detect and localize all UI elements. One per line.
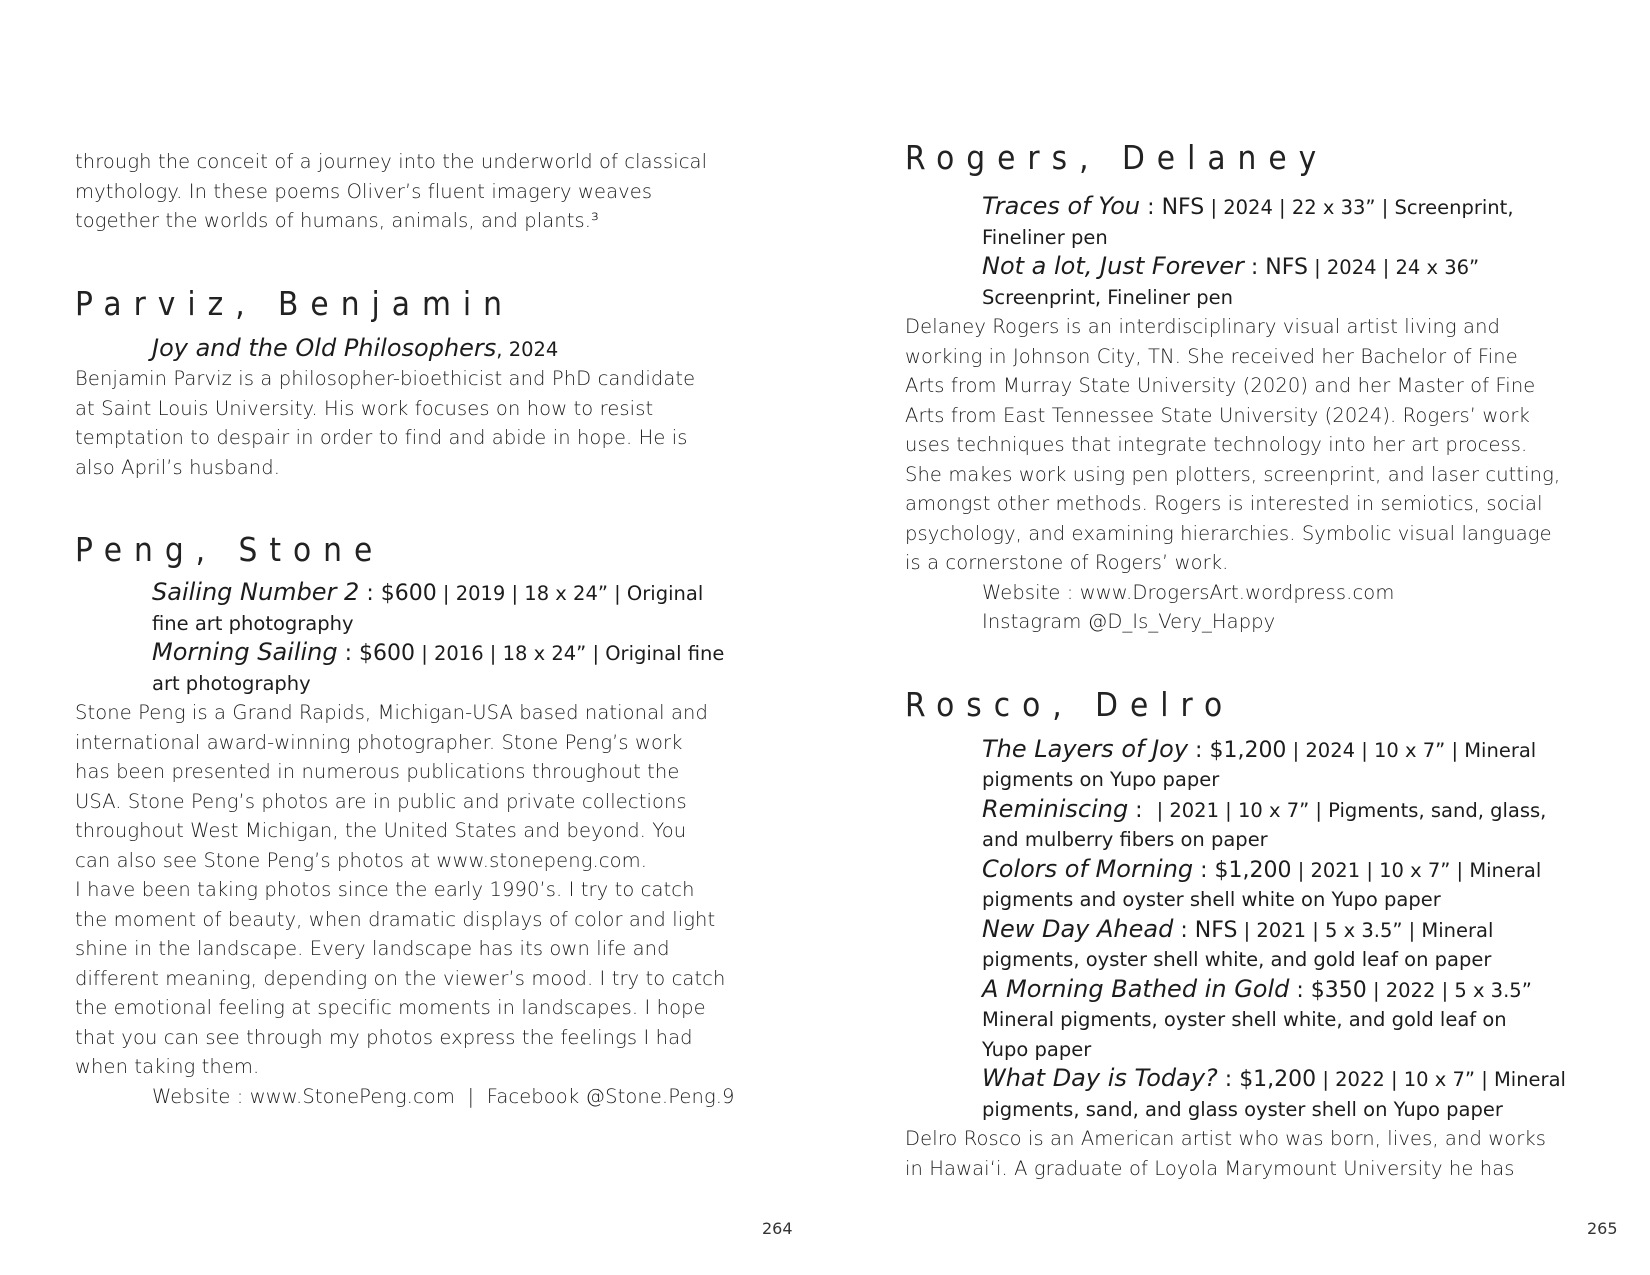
text-line: through the conceit of a journey into the underworld of classical [75,150,708,173]
work-price: $600 [359,641,416,666]
work-price: NFS [1194,917,1238,943]
work-medium: Fineliner pen [982,225,1108,249]
text-line: throughout West Michigan, the United States and beyond. You [75,819,687,842]
work-list [152,334,765,365]
text-line: amongst other methods. Rogers is interested in semiotics, social [905,492,1543,515]
work-price: $600 [380,581,437,606]
work-meta: | 2022 | 10 x 7” | Mineral [1316,1068,1566,1091]
work-meta: | 2021 | 10 x 7” | Pigments, sand, glass, [1156,798,1547,822]
work-title: Reminiscing [982,794,1129,823]
text-line: the emotional feeling at specific moments in landscapes. I hope [75,996,706,1019]
work-item [982,855,1605,915]
text-line: I have been taking photos since the early 1990’s. I try to catch [75,878,695,901]
artist-bio [75,698,765,1111]
work-list [982,192,1605,312]
artist-entry-rosco [905,685,1605,1184]
work-title: The Layers of Joy [982,734,1189,763]
work-item [982,975,1605,1065]
artist-links: Website : www.StonePeng.com | Facebook @Stone.Peng.9 [152,1084,735,1108]
work-medium: pigments, oyster shell white, and gold leaf on paper [982,948,1492,971]
work-separator: : [1173,917,1195,943]
work-meta: | 2024 | 10 x 7” | Mineral [1286,738,1537,762]
work-medium: art photography [152,671,311,695]
intro-paragraph [75,147,765,236]
work-meta: | 2021 | 5 x 3.5” | Mineral [1237,918,1494,942]
text-line: different meaning, depending on the viewer’s mood. I try to catch [75,966,726,990]
text-line: working in Johnson City, TN. She received her Bachelor of Fine [905,344,1518,368]
text-line: has been presented in numerous publications throughout the [75,760,680,783]
text-line: is a cornerstone of Rogers’ work. [905,551,1229,574]
work-item [982,252,1605,312]
artist-heading: Parviz, Benjamin [75,283,514,323]
work-title: What Day is Today? [982,1064,1218,1092]
artist-instagram: Instagram @D_Is_Very_Happy [982,610,1276,633]
work-separator: : [1243,255,1266,280]
work-medium: pigments, sand, and glass oyster shell on Yupo paper [982,1097,1503,1121]
text-line: Arts from Murray State University (2020) and her Master of Fine [905,374,1536,397]
artist-heading: Peng, Stone [75,530,385,569]
work-price: $1,200 [1209,737,1287,763]
text-line: Arts from East Tennessee State University (2024). Rogers’ work [905,403,1530,427]
work-medium: pigments on Yupo paper [982,768,1220,791]
work-meta: | 2016 | 18 x 24” | Original fine [415,642,725,665]
text-line: temptation to despair in order to find and abide in hope. He is [75,426,688,449]
work-title: Not a lot, Just Forever [982,252,1244,280]
work-medium: Mineral pigments, oyster shell white, and gold leaf on [982,1008,1507,1031]
text-line: that you can see through my photos express the feelings I had [75,1025,693,1049]
work-price: $1,200 [1239,1067,1317,1092]
work-title: Joy and the Old Philosophers [152,333,497,362]
artist-heading: Rogers, Delaney [905,138,1329,177]
text-line: together the worlds of humans, animals, and plants.³ [75,209,599,232]
text-line: Benjamin Parviz is a philosopher-bioethicist and PhD candidate [75,367,696,390]
text-line: when taking them. [75,1055,260,1078]
artist-bio [75,364,765,482]
text-line: in Hawai‘i. A graduate of Loyola Marymount University he has [905,1156,1515,1180]
work-separator: : [359,581,381,606]
text-line: the moment of beauty, when dramatic displays of color and light [75,907,716,931]
work-list [152,578,765,698]
left-column [75,147,765,1111]
work-item [152,334,765,365]
page-number: 265 [1587,1219,1618,1238]
work-item [982,1064,1605,1124]
work-medium: Yupo paper [982,1037,1092,1061]
work-list [982,735,1605,1125]
text-line: Delaney Rogers is an interdisciplinary visual artist living and [905,315,1501,338]
text-line: USA. Stone Peng’s photos are in public and private collections [75,789,687,813]
work-item [152,578,765,638]
work-medium: fine art photography [152,611,354,635]
work-meta: | 2024 | 24 x 36” [1307,256,1480,279]
work-title: Colors of Morning [982,854,1194,883]
work-meta: | 2024 | 22 x 33” | Screenprint, [1204,196,1514,219]
work-medium: and mulberry fibers on paper [982,828,1268,851]
work-item [982,735,1605,795]
text-line: can also see Stone Peng’s photos at www.stonepeng.com. [75,848,648,872]
text-line: shine in the landscape. Every landscape has its own life and [75,937,670,960]
work-meta: | 2021 | 10 x 7” | Mineral [1291,858,1542,882]
work-price: NFS [1161,195,1205,220]
work-item [982,192,1605,252]
text-line: psychology, and examining hierarchies. Symbolic visual language [905,521,1552,545]
text-line: international award-winning photographer. Stone Peng’s work [75,730,683,754]
work-separator: : [1128,797,1157,823]
work-title: A Morning Bathed in Gold [982,974,1290,1003]
work-item [982,915,1605,975]
work-title: Traces of You [982,192,1141,220]
right-column [905,138,1605,1183]
artist-bio [905,1124,1605,1183]
work-price: $1,200 [1214,857,1292,883]
text-line: uses techniques that integrate technology into her art process. [905,433,1528,456]
work-separator: : [1289,977,1311,1003]
text-line: Stone Peng is a Grand Rapids, Michigan-USA based national and [75,701,708,724]
work-item [982,795,1605,855]
artist-heading: Rosco, Delro [905,684,1235,724]
text-line: Delro Rosco is an American artist who was born, lives, and works [905,1127,1547,1150]
work-separator: : [1217,1067,1240,1092]
work-separator: : [1193,857,1215,883]
work-meta: | 2019 | 18 x 24” | Original [436,582,704,605]
work-medium: pigments and oyster shell white on Yupo paper [982,888,1441,911]
text-line: She makes work using pen plotters, screenprint, and laser cutting, [905,462,1561,486]
artist-bio [905,312,1605,637]
work-title: Sailing Number 2 [152,578,360,606]
page-number: 264 [762,1219,793,1238]
work-separator: : [1140,195,1162,220]
text-line: also April’s husband. [75,455,281,479]
work-price: NFS [1265,255,1308,280]
artist-website: Website : www.DrogersArt.wordpress.com [982,580,1395,604]
work-price: $350 [1310,977,1367,1003]
work-title: Morning Sailing [152,638,338,666]
artist-entry-rogers [905,138,1605,637]
text-line: at Saint Louis University. His work focuses on how to resist [75,396,654,420]
work-separator: : [1188,737,1210,763]
text-line: mythology. In these poems Oliver’s fluent imagery weaves [75,179,653,203]
artist-entry-parviz [75,284,765,483]
work-medium: Screenprint, Fineliner pen [982,285,1233,309]
work-meta: | 2022 | 5 x 3.5” [1366,978,1532,1002]
work-title: New Day Ahead [982,914,1174,943]
right-page [825,0,1650,1275]
artist-entry-peng [75,530,765,1111]
work-separator: : [337,641,360,666]
work-year: , 2024 [496,337,559,361]
work-item [152,638,765,698]
